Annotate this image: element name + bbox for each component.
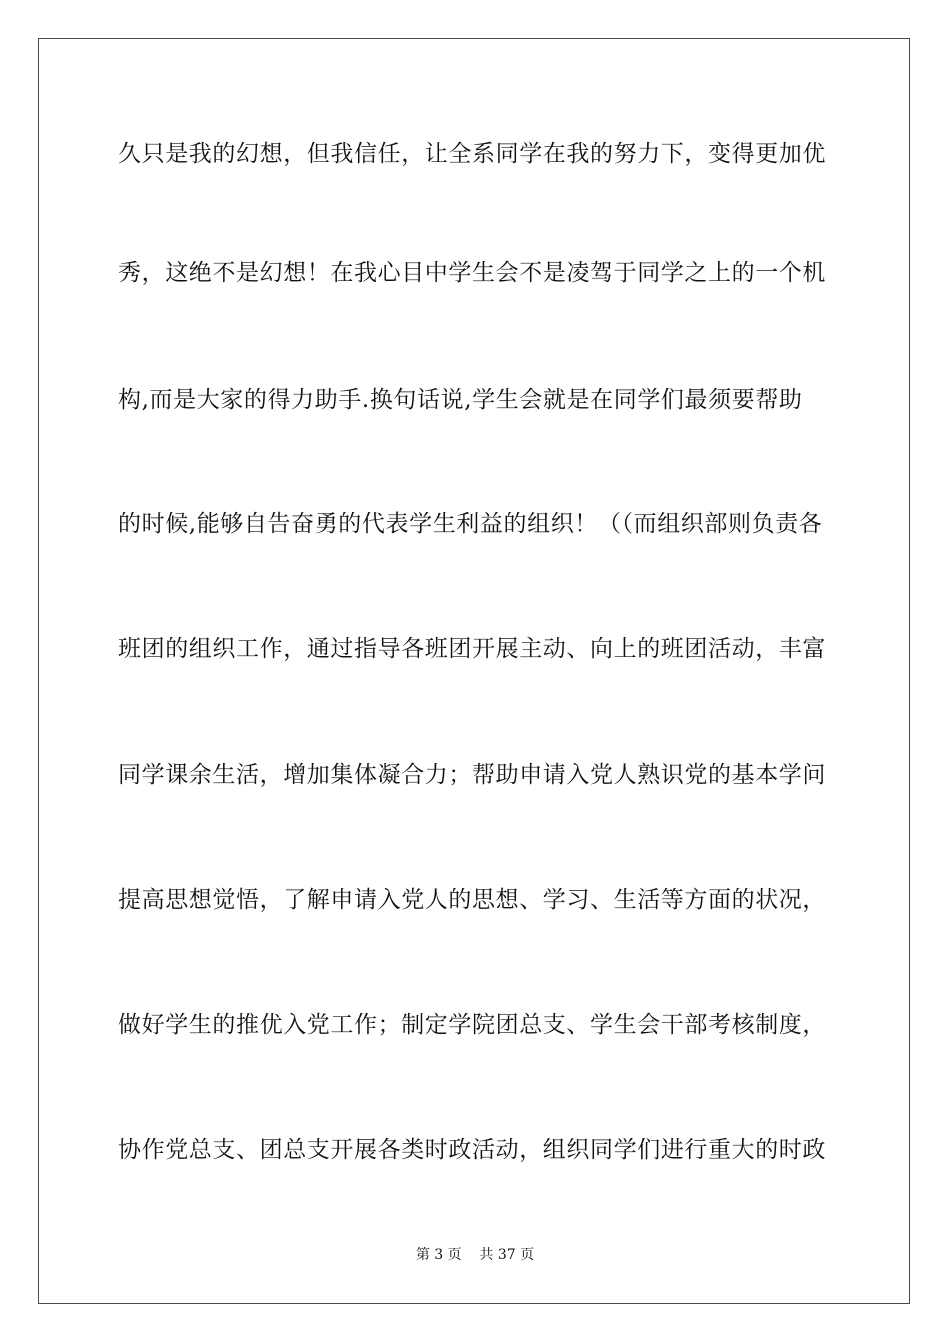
text-line-7: 提高思想觉悟，了解申请入党人的思想、学习、生活等方面的状况， (118, 887, 826, 913)
text-line-4: 的时候,能够自告奋勇的代表学生利益的组织！（（而组织部则负责各 (118, 511, 823, 537)
text-line-5: 班团的组织工作，通过指导各班团开展主动、向上的班团活动，丰富 (118, 636, 826, 662)
page-border (38, 38, 910, 1304)
text-line-8: 做好学生的推优入党工作；制定学院团总支、学生会干部考核制度， (118, 1012, 826, 1038)
text-line-9: 协作党总支、团总支开展各类时政活动，组织同学们进行重大的时政 (118, 1137, 826, 1163)
text-line-1: 久只是我的幻想，但我信任，让全系同学在我的努力下，变得更加优 (118, 141, 826, 167)
text-line-3: 构,而是大家的得力助手.换句话说,学生会就是在同学们最须要帮助 (118, 387, 803, 413)
text-line-2: 秀，这绝不是幻想！在我心目中学生会不是凌驾于同学之上的一个机 (118, 260, 826, 286)
page-number-label: 第 3 页 共 37 页 (415, 1247, 535, 1263)
page-footer (0, 1245, 950, 1265)
text-line-6: 同学课余生活，增加集体凝合力；帮助申请入党人熟识党的基本学问 (118, 762, 826, 788)
